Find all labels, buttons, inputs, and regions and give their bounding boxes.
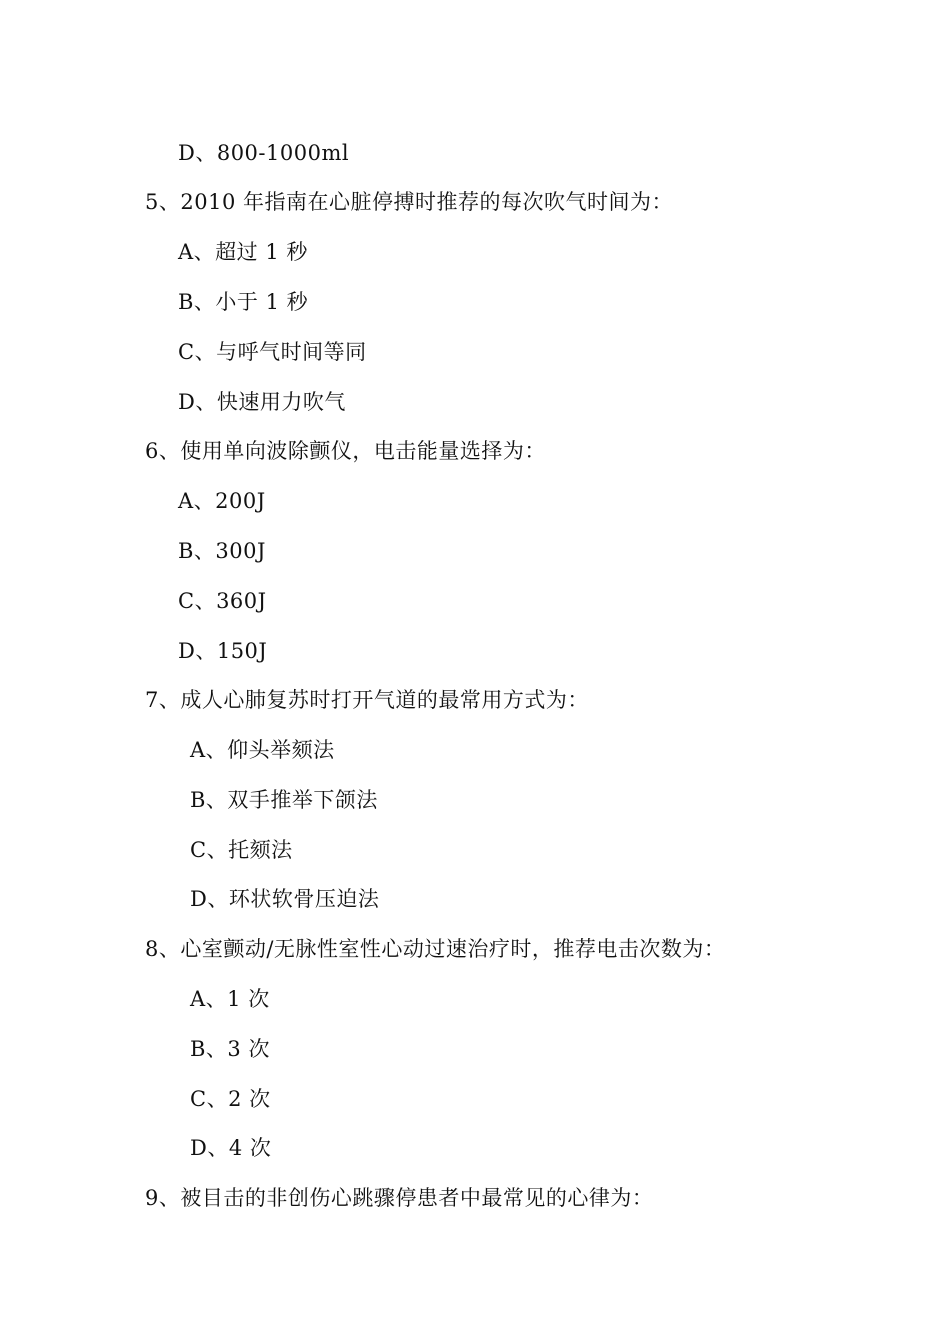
question-9: 9、被目击的非创伤心跳骤停患者中最常见的心律为： <box>145 1186 654 1210</box>
option-5a: A、超过 1 秒 <box>178 240 308 264</box>
option-8a: A、1 次 <box>190 987 270 1011</box>
question-7: 7、成人心肺复苏时打开气道的最常用方式为： <box>145 688 589 712</box>
option-5b: B、小于 1 秒 <box>178 290 309 314</box>
option-5d: D、快速用力吹气 <box>178 390 346 414</box>
option-4d: D、800-1000ml <box>178 141 350 165</box>
option-7b: B、双手推举下颌法 <box>190 788 378 812</box>
question-8: 8、心室颤动/无脉性室性心动过速治疗时，推荐电击次数为： <box>145 937 726 961</box>
option-6d: D、150J <box>178 639 268 663</box>
option-7d: D、环状软骨压迫法 <box>190 887 380 911</box>
option-6c: C、360J <box>178 589 267 613</box>
option-5c: C、与呼气时间等同 <box>178 340 367 364</box>
question-6: 6、使用单向波除颤仪，电击能量选择为： <box>145 439 546 463</box>
option-8d: D、4 次 <box>190 1136 272 1160</box>
option-6a: A、200J <box>178 489 266 513</box>
option-6b: B、300J <box>178 539 266 563</box>
question-5: 5、2010 年指南在心脏停搏时推荐的每次吹气时间为： <box>145 190 673 214</box>
option-7c: C、托颏法 <box>190 838 293 862</box>
option-8b: B、3 次 <box>190 1037 270 1061</box>
option-8c: C、2 次 <box>190 1087 271 1111</box>
option-7a: A、仰头举颏法 <box>190 738 335 762</box>
